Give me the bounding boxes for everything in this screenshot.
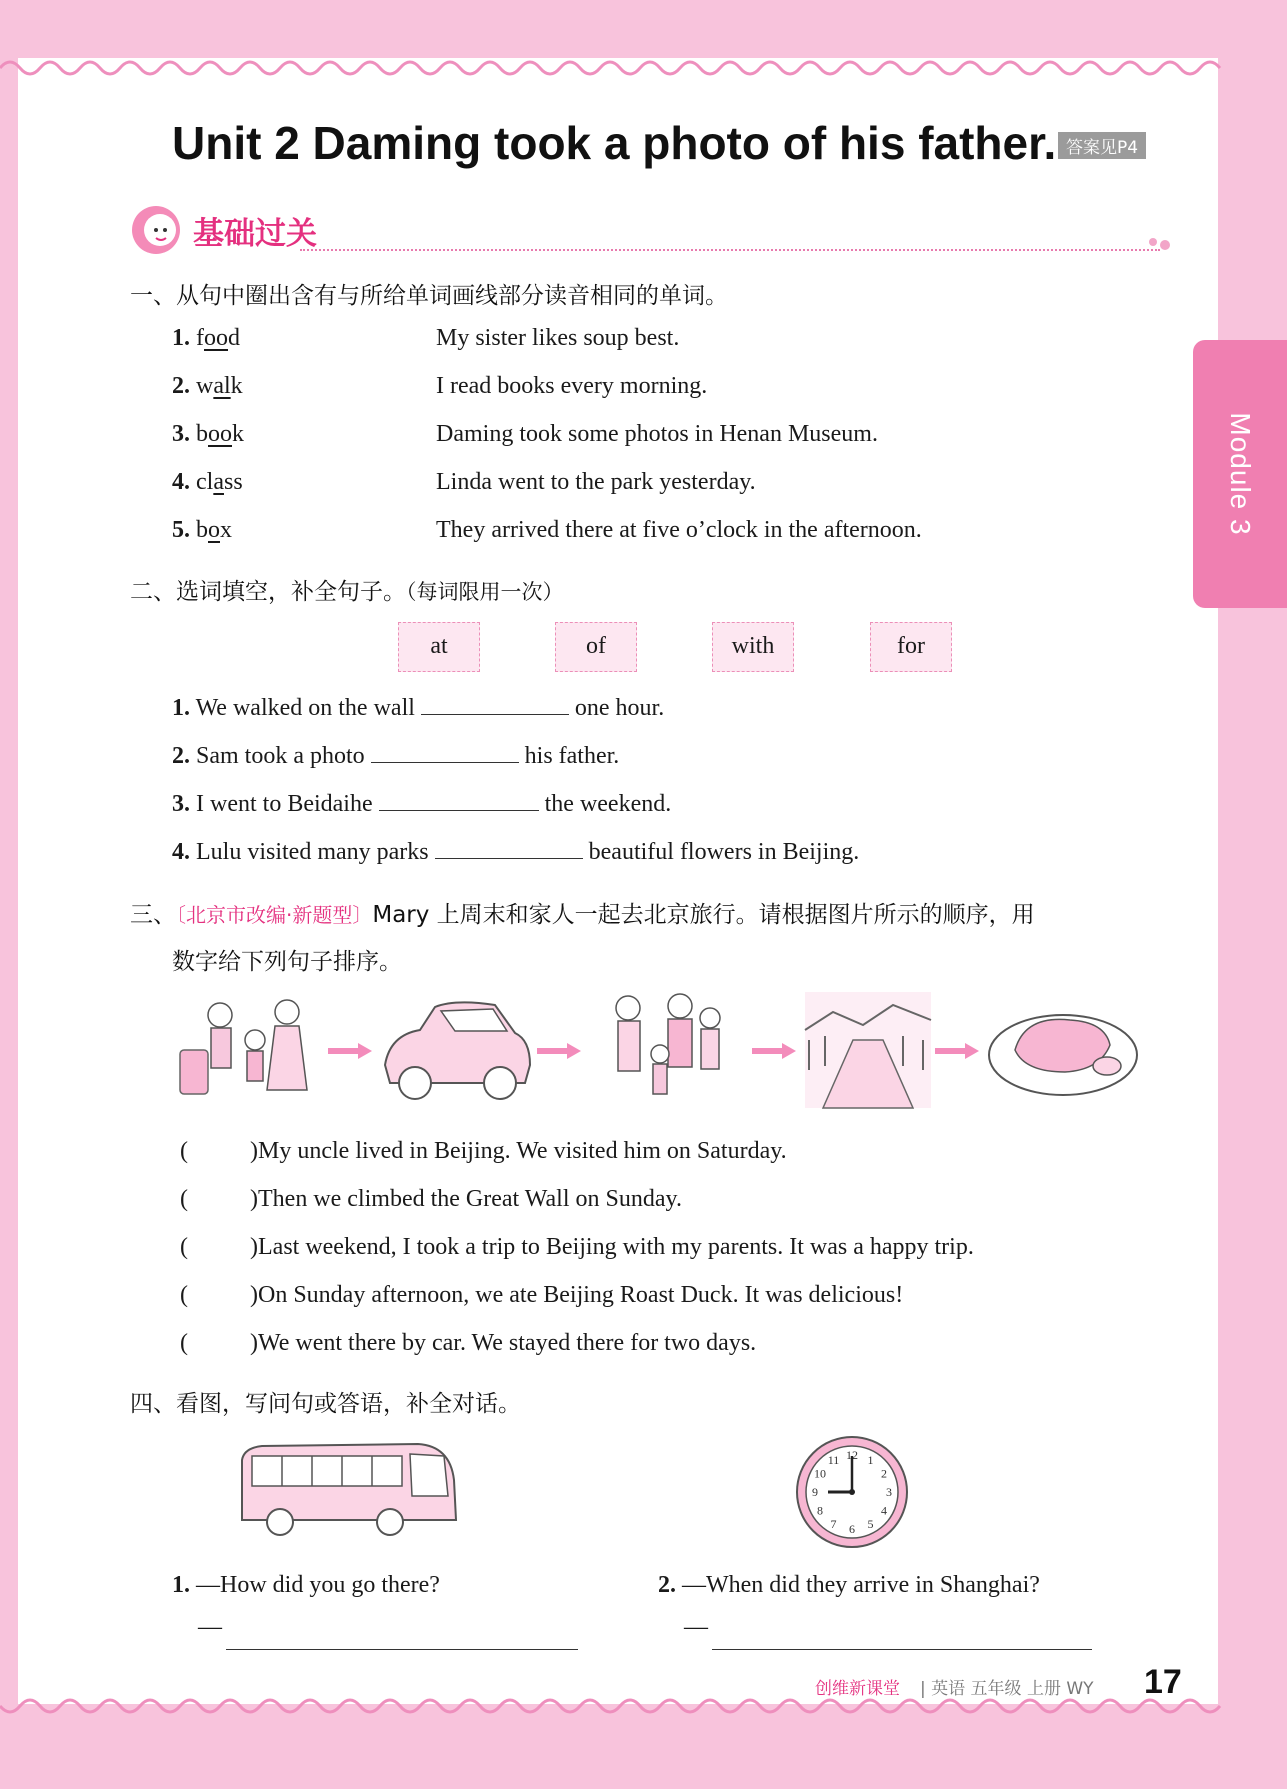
wavy-border-top <box>0 48 1287 78</box>
clock-numeral: 8 <box>817 1503 823 1518</box>
clock-picture <box>794 1434 910 1550</box>
q3-heading-line1: 三、〔北京市改编·新题型〕Mary 上周末和家人一起去北京旅行。请根据图片所示的顺序，用 <box>130 902 1035 928</box>
q4-answer-dash-2: — <box>684 1614 708 1640</box>
q1-sentence-5: They arrived there at five o’clock in the afternoon. <box>436 517 922 543</box>
q1-word-3: 3. book <box>172 421 244 447</box>
q1-heading: 一、从句中圈出含有与所给单词画线部分读音相同的单词。 <box>130 283 728 309</box>
q2-item-1: 1. We walked on the wall one hour. <box>172 690 664 722</box>
module-label: Module 3 <box>1225 412 1256 536</box>
q2-heading: 二、选词填空，补全句子。（每词限用一次） <box>130 579 564 605</box>
footer-brand: 创维新课堂 <box>815 1679 900 1699</box>
word-box-with: with <box>712 622 794 672</box>
fill-blank[interactable] <box>379 786 539 811</box>
arrow-right-icon <box>752 1043 796 1059</box>
arrow-right-icon <box>935 1043 979 1059</box>
q3-item-2: ( )Then we climbed the Great Wall on Sunday. <box>180 1182 682 1213</box>
clock-numeral: 1 <box>867 1453 874 1467</box>
clock-numeral: 7 <box>830 1517 837 1531</box>
q4-item-2: 2. —When did they arrive in Shanghai? <box>658 1572 1040 1598</box>
q3-heading-line2: 数字给下列句子排序。 <box>172 949 402 975</box>
q3-item-5: ( )We went there by car. We stayed there for two days. <box>180 1326 756 1357</box>
q1-sentence-3: Daming took some photos in Henan Museum. <box>436 421 878 447</box>
arrow-right-icon <box>537 1043 581 1059</box>
order-answer-slot[interactable] <box>188 1134 250 1158</box>
q1-word-4: 4. class <box>172 469 243 495</box>
q1-sentence-1: My sister likes soup best. <box>436 325 680 351</box>
wavy-border-bottom <box>0 1696 1287 1726</box>
q4-answer-line-2[interactable] <box>712 1616 1092 1650</box>
clock-numeral: 10 <box>814 1466 826 1481</box>
order-answer-slot[interactable] <box>188 1278 250 1302</box>
q1-word-1: 1. food <box>172 325 240 351</box>
roast-duck-picture <box>985 1000 1140 1100</box>
q4-item-1: 1. —How did you go there? <box>172 1572 440 1598</box>
q1-word-5: 5. box <box>172 517 232 543</box>
clock-numeral: 6 <box>849 1522 855 1536</box>
q2-item-4: 4. Lulu visited many parks beautiful flowers in Beijing. <box>172 834 859 866</box>
arrow-right-icon <box>328 1043 372 1059</box>
q2-item-3: 3. I went to Beidaihe the weekend. <box>172 786 671 818</box>
footer-book-info: | 英语 五年级 上册 WY <box>920 1679 1094 1699</box>
divider-dots-icon <box>1148 236 1174 252</box>
word-box-of: of <box>555 622 637 672</box>
q1-sentence-4: Linda went to the park yesterday. <box>436 469 756 495</box>
clock-numeral: 11 <box>827 1453 840 1467</box>
fill-blank[interactable] <box>421 690 569 715</box>
clock-numeral: 4 <box>881 1503 887 1518</box>
great-wall-picture <box>803 990 933 1110</box>
section-divider <box>300 249 1160 251</box>
q1-word-2: 2. walk <box>172 373 243 399</box>
answer-reference-tag: 答案见P4 <box>1058 132 1146 159</box>
q2-item-2: 2. Sam took a photo his father. <box>172 738 619 770</box>
q4-answer-dash-1: — <box>198 1614 222 1640</box>
order-answer-slot[interactable] <box>188 1326 250 1350</box>
q3-item-4: ( )On Sunday afternoon, we ate Beijing Roast Duck. It was delicious! <box>180 1278 903 1309</box>
q1-sentence-2: I read books every morning. <box>436 373 708 399</box>
student-avatar-icon <box>128 200 188 256</box>
car-picture <box>375 995 535 1105</box>
family-luggage-picture <box>175 990 325 1110</box>
clock-numeral: 5 <box>867 1517 874 1531</box>
clock-numeral: 2 <box>881 1466 887 1481</box>
order-answer-slot[interactable] <box>188 1182 250 1206</box>
q3-item-1: ( )My uncle lived in Beijing. We visited him on Saturday. <box>180 1134 787 1165</box>
word-box-at: at <box>398 622 480 672</box>
module-side-tab <box>1193 340 1287 608</box>
q4-answer-line-1[interactable] <box>226 1616 578 1650</box>
clock-numeral: 12 <box>846 1448 858 1462</box>
order-answer-slot[interactable] <box>188 1230 250 1254</box>
clock-numeral: 9 <box>812 1485 818 1499</box>
q3-item-3: ( )Last weekend, I took a trip to Beijing with my parents. It was a happy trip. <box>180 1230 974 1261</box>
fill-blank[interactable] <box>371 738 519 763</box>
bus-picture <box>238 1440 460 1540</box>
page-number: 17 <box>1144 1663 1182 1701</box>
section-heading: 基础过关 <box>193 216 317 252</box>
word-box-for: for <box>870 622 952 672</box>
clock-numeral: 3 <box>886 1485 892 1499</box>
page-title: Unit 2 Daming took a photo of his father. <box>172 117 1057 169</box>
visiting-uncle-picture <box>598 990 728 1110</box>
fill-blank[interactable] <box>435 834 583 859</box>
q4-heading: 四、看图，写问句或答语，补全对话。 <box>130 1391 521 1417</box>
